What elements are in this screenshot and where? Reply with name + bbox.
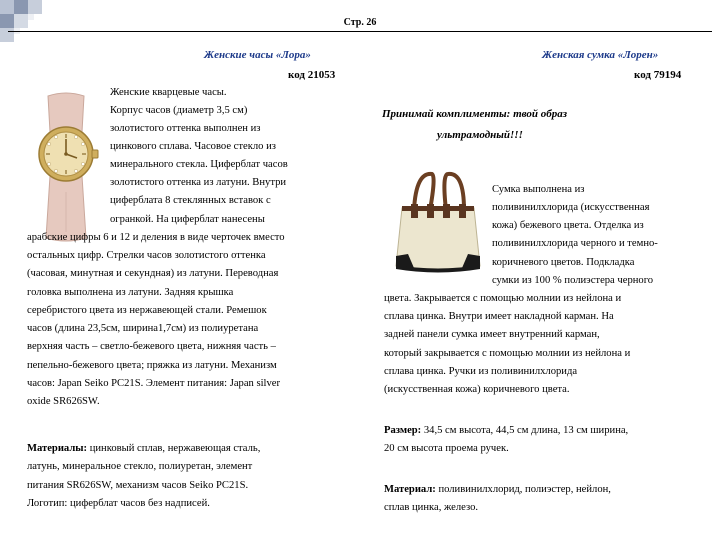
bag-material-label: Материал: [384, 484, 436, 495]
watch-desc-line: верхняя часть – светло-бежевого цвета, нижняя часть – [27, 341, 276, 352]
watch-desc-line: остальных цифр. Стрелки часов золотистого оттенка [27, 250, 266, 261]
bag-size-label: Размер: [384, 425, 422, 436]
bag-slogan-line: ультрамодный!!! [437, 129, 523, 141]
bag-desc-line: сплава цинка. Внутри имеет накладной карман. На [384, 311, 614, 322]
watch-desc-line: головка выполнена из латуни. Задняя крышка [27, 287, 234, 298]
bag-slogan-line: Принимай комплименты: твой образ [382, 108, 568, 120]
bag-desc-line: цвета. Закрывается с помощью молнии из нейлона и [384, 293, 622, 304]
watch-desc-line: часов: Japan Seiko PC21S. Элемент питания: Japan silver [27, 378, 281, 389]
watch-desc-line: циферблата 8 стеклянных вставок с [110, 195, 271, 206]
watch-desc-line: цинкового сплава. Часовое стекло из [110, 141, 276, 152]
watch-desc-line: oxide SR626SW. [27, 396, 100, 407]
bag-code: код 79194 [634, 69, 682, 81]
watch-desc-line: (часовая, минутная и секундная) из латуни. Переводная [27, 268, 279, 279]
watch-code: код 21053 [288, 69, 336, 81]
page-number: Стр. 26 [343, 17, 377, 28]
bag-title: Женская сумка «Лорен» [542, 49, 659, 61]
bag-size-line [384, 422, 628, 440]
watch-materials-line: латунь, минеральное стекло, полиуретан, элемент [27, 461, 253, 472]
bag-desc-line: поливинилхлорида черного и темно- [492, 238, 658, 249]
watch-materials-text: цинковый сплав, нержавеющая сталь, [87, 443, 261, 454]
watch-image [26, 92, 106, 242]
watch-materials-label: Материалы: [27, 443, 88, 454]
watch-desc-line: золотистого оттенка выполнен из [110, 123, 261, 134]
watch-desc-line: пепельно-бежевого цвета; пряжка из латуни. Механизм [27, 360, 277, 371]
bag-material-text: поливинилхлорид, полиэстер, нейлон, [435, 484, 611, 495]
watch-desc-line: золотистого оттенка из латуни. Внутри [110, 177, 287, 188]
bag-size-text: 34,5 см высота, 44,5 см длина, 13 см ширина, [421, 425, 629, 436]
watch-materials-line: питания SR626SW, механизм часов Seiko PC21S. [27, 480, 249, 491]
watch-desc-line: огранкой. На циферблат нанесены [110, 214, 265, 225]
bag-size-line: 20 см высота проема ручек. [384, 443, 509, 454]
bag-image [392, 168, 484, 282]
bag-material-line [384, 481, 611, 499]
watch-desc-line: арабские цифры 6 и 12 и деления в виде черточек вместо [27, 232, 285, 243]
bag-desc-line: задней панели сумка имеет внутренний карман, [384, 329, 600, 340]
bag-desc-line: сумки из 100 % полиэстера черного [492, 275, 654, 286]
watch-desc-line: Женские кварцевые часы. [110, 87, 227, 98]
watch-desc-line: серебристого цвета из нержавеющей стали. Ремешок [27, 305, 267, 316]
header-rule [8, 31, 712, 32]
bag-desc-line: поливинилхлорида (искусственная [492, 202, 650, 213]
bag-desc-line: сплава цинка. Ручки из поливинилхлорида [384, 366, 578, 377]
watch-title: Женские часы «Лора» [204, 49, 311, 61]
watch-desc-line: минерального стекла. Циферблат часов [110, 159, 288, 170]
bag-material-line: сплав цинка, железо. [384, 502, 479, 513]
watch-desc-line: часов (длина 23,5см, ширина1,7см) из полиуретана [27, 323, 259, 334]
bag-desc-line: (искусственная кожа) коричневого цвета. [384, 384, 570, 395]
bag-desc-line: Сумка выполнена из [492, 184, 585, 195]
bag-desc-line: кожа) бежевого цвета. Отделка из [492, 220, 644, 231]
watch-desc-line: Корпус часов (диаметр 3,5 см) [110, 105, 248, 116]
watch-materials-line [27, 440, 260, 458]
bag-desc-line: который закрывается с помощью молнии из нейлона и [384, 348, 631, 359]
watch-materials-line: Логотип: циферблат часов без надписей. [27, 498, 210, 509]
bag-desc-line: коричневого цветов. Подкладка [492, 257, 635, 268]
